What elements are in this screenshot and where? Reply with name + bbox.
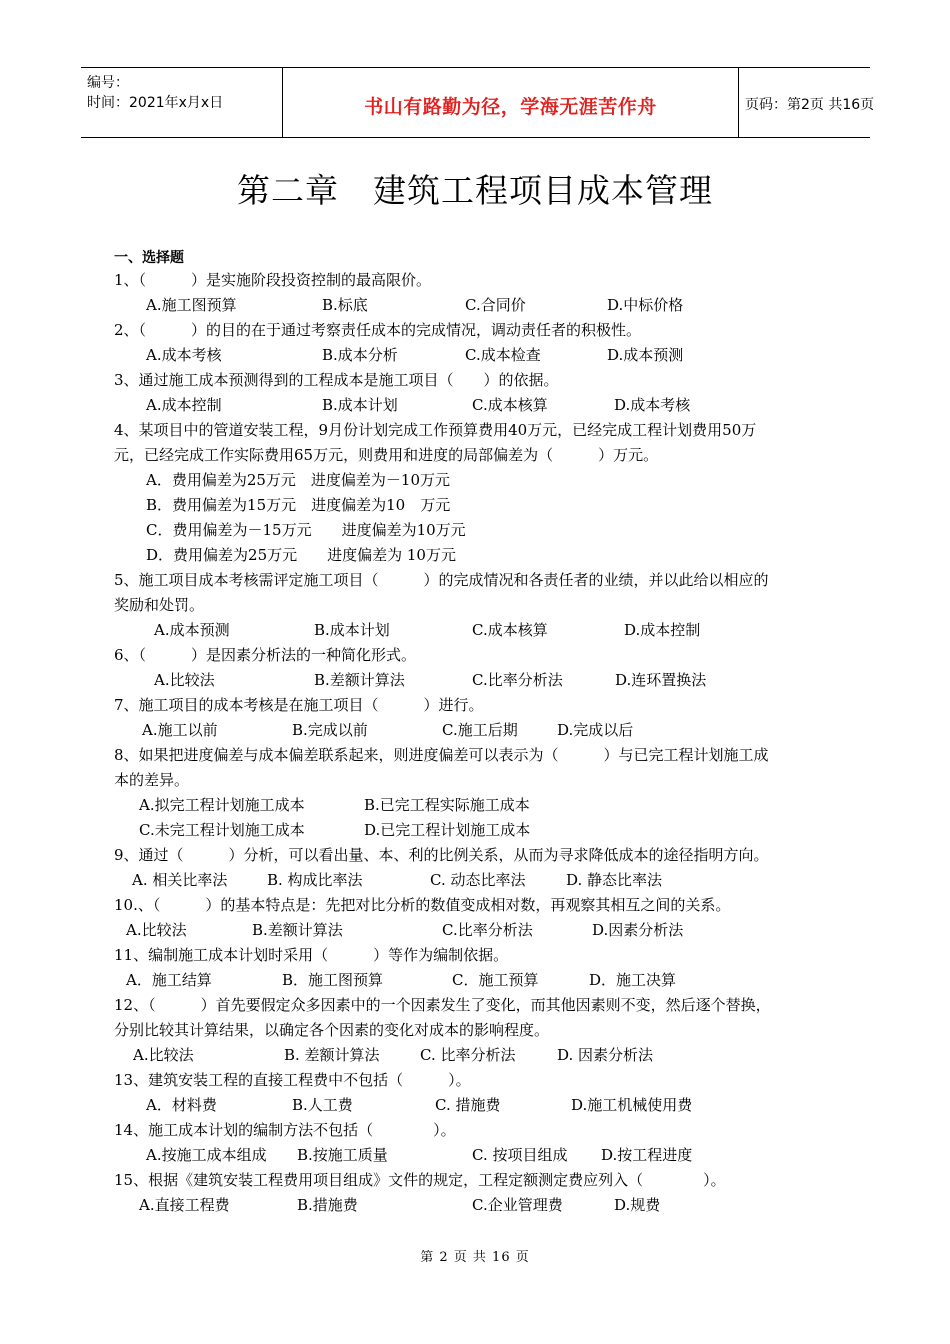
- q2-option-b: B.成本分析: [322, 346, 398, 364]
- question-5-line-1: 5、施工项目成本考核需评定施工项目（ ）的完成情况和各责任者的业绩，并以此给以相应的: [114, 571, 769, 589]
- motto-text: 书山有路勤为径，学海无涯苦作舟: [364, 96, 657, 118]
- q11-option-b: B．施工图预算: [282, 971, 384, 989]
- q4-option-a: A．费用偏差为25万元 进度偏差为－10万元: [146, 471, 451, 489]
- q11-option-a: A．施工结算: [126, 971, 212, 989]
- q7-option-d: D.完成以后: [557, 721, 634, 739]
- q15-option-a: A.直接工程费: [139, 1196, 230, 1214]
- question-1: 1、（ ）是实施阶段投资控制的最高限价。: [114, 271, 432, 289]
- q5-option-b: B.成本计划: [314, 621, 390, 639]
- question-15: 15、根据《建筑安装工程费用项目组成》文件的规定，工程定额测定费应列入（ ）。: [114, 1171, 726, 1189]
- question-4-line-2: 元，已经完成工作实际费用65万元，则费用和进度的局部偏差为（ ）万元。: [114, 446, 659, 464]
- q9-option-b: B. 构成比率法: [267, 871, 363, 889]
- question-4-line-1: 4、某项目中的管道安装工程，9月份计划完成工作预算费用40万元，已经完成工程计划费用50万: [114, 421, 757, 439]
- q3-option-d: D.成本考核: [614, 396, 691, 414]
- q15-option-d: D.规费: [614, 1196, 661, 1214]
- question-12-line-2: 分别比较其计算结果，以确定各个因素的变化对成本的影响程度。: [114, 1021, 550, 1039]
- q2-option-d: D.成本预测: [607, 346, 684, 364]
- question-8-line-2: 本的差异。: [114, 771, 190, 789]
- q12-option-d: D. 因素分析法: [557, 1046, 654, 1064]
- q15-option-c: C.企业管理费: [472, 1196, 563, 1214]
- q4-option-c: C．费用偏差为－15万元 进度偏差为10万元: [146, 521, 466, 539]
- q14-option-a: A.按施工成本组成: [146, 1146, 267, 1164]
- q9-option-a: A. 相关比率法: [132, 871, 228, 889]
- question-2: 2、（ ）的目的在于通过考察责任成本的完成情况，调动责任者的积极性。: [114, 321, 642, 339]
- header-motto-cell: [282, 68, 739, 137]
- q6-option-c: C.比率分析法: [472, 671, 563, 689]
- q5-option-a: A.成本预测: [154, 621, 230, 639]
- question-7: 7、施工项目的成本考核是在施工项目（ ）进行。: [114, 696, 484, 714]
- q10-option-b: B.差额计算法: [252, 921, 343, 939]
- q14-option-c: C. 按项目组成: [472, 1146, 568, 1164]
- q8-option-d: D.已完工程计划施工成本: [364, 821, 531, 839]
- q6-option-a: A.比较法: [154, 671, 215, 689]
- question-3: 3、通过施工成本预测得到的工程成本是施工项目（ ）的依据。: [114, 371, 559, 389]
- q6-option-b: B.差额计算法: [314, 671, 405, 689]
- question-8-line-1: 8、如果把进度偏差与成本偏差联系起来，则进度偏差可以表示为（ ）与已完工程计划施工成: [114, 746, 769, 764]
- header-page-cell: [738, 68, 875, 137]
- question-9: 9、通过（ ）分析，可以看出量、本、利的比例关系，从而为寻求降低成本的途径指明方向。: [114, 846, 769, 864]
- q1-option-b: B.标底: [322, 296, 368, 314]
- page-number-label: 页码：第2页 共16页: [745, 97, 875, 113]
- page-header: [81, 67, 875, 138]
- q1-option-a: A.施工图预算: [146, 296, 237, 314]
- question-10: 10.、（ ）的基本特点是：先把对比分析的数值变成相对数，再观察其相互之间的关系。: [114, 896, 731, 914]
- q12-option-a: A.比较法: [133, 1046, 194, 1064]
- q3-option-c: C.成本核算: [472, 396, 548, 414]
- q8-option-c: C.未完工程计划施工成本: [139, 821, 305, 839]
- q10-option-a: A.比较法: [126, 921, 187, 939]
- section-heading: 一、选择题: [114, 250, 184, 266]
- q13-option-c: C. 措施费: [435, 1096, 501, 1114]
- chapter-title: 第二章 建筑工程项目成本管理: [237, 171, 713, 210]
- q7-option-c: C.施工后期: [442, 721, 518, 739]
- q9-option-c: C. 动态比率法: [430, 871, 526, 889]
- q13-option-d: D.施工机械使用费: [571, 1096, 693, 1114]
- q8-option-a: A.拟完工程计划施工成本: [139, 796, 305, 814]
- q4-option-b: B．费用偏差为15万元 进度偏差为10 万元: [146, 496, 451, 514]
- q7-option-a: A.施工以前: [142, 721, 218, 739]
- question-11: 11、编制施工成本计划时采用（ ）等作为编制依据。: [114, 946, 509, 964]
- question-5-line-2: 奖励和处罚。: [114, 596, 205, 614]
- q9-option-d: D. 静态比率法: [566, 871, 663, 889]
- q2-option-a: A.成本考核: [146, 346, 222, 364]
- q5-option-d: D.成本控制: [624, 621, 701, 639]
- q2-option-c: C.成本检查: [465, 346, 541, 364]
- q5-option-c: C.成本核算: [472, 621, 548, 639]
- q1-option-c: C.合同价: [465, 296, 526, 314]
- q10-option-c: C.比率分析法: [442, 921, 533, 939]
- q6-option-d: D.连环置换法: [615, 671, 707, 689]
- header-meta-cell: [81, 68, 282, 137]
- q11-option-c: C．施工预算: [452, 971, 539, 989]
- q15-option-b: B.措施费: [297, 1196, 358, 1214]
- q13-option-b: B.人工费: [292, 1096, 353, 1114]
- q3-option-b: B.成本计划: [322, 396, 398, 414]
- q11-option-d: D．施工决算: [589, 971, 677, 989]
- question-13: 13、建筑安装工程的直接工程费中不包括（ ）。: [114, 1071, 471, 1089]
- q3-option-a: A.成本控制: [146, 396, 222, 414]
- document-number-label: 编号：: [87, 75, 129, 91]
- q7-option-b: B.完成以前: [292, 721, 368, 739]
- q14-option-b: B.按施工质量: [297, 1146, 388, 1164]
- q4-option-d: D．费用偏差为25万元 进度偏差为 10万元: [146, 546, 456, 564]
- q14-option-d: D.按工程进度: [601, 1146, 693, 1164]
- page-footer: 第 2 页 共 16 页: [420, 1250, 530, 1265]
- q12-option-b: B. 差额计算法: [284, 1046, 380, 1064]
- question-6: 6、（ ）是因素分析法的一种简化形式。: [114, 646, 417, 664]
- document-date-label: 时间：2021年x月x日: [87, 95, 224, 111]
- q10-option-d: D.因素分析法: [592, 921, 684, 939]
- question-14: 14、施工成本计划的编制方法不包括（ ）。: [114, 1121, 456, 1139]
- q13-option-a: A．材料费: [146, 1096, 217, 1114]
- q1-option-d: D.中标价格: [607, 296, 684, 314]
- q8-option-b: B.已完工程实际施工成本: [364, 796, 530, 814]
- question-12-line-1: 12、（ ）首先要假定众多因素中的一个因素发生了变化，而其他因素则不变，然后逐个替换，: [114, 996, 771, 1014]
- q12-option-c: C. 比率分析法: [420, 1046, 516, 1064]
